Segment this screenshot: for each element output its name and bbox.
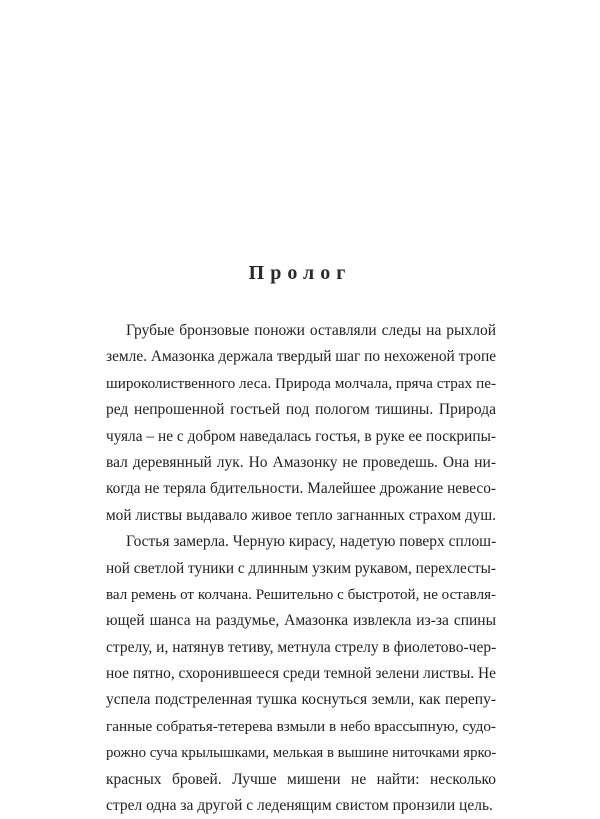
body-text	[106, 318, 496, 819]
text-line: чуяла – не с добром наведалась гостья, в руке ее поскрипы-	[106, 427, 496, 445]
text-line: ное пятно, схоронившееся среди темной зелени листвы. Не	[106, 665, 496, 683]
text-line: ред непрошенной гостьей под пологом тишины. Природа	[106, 401, 496, 419]
text-line: ющей шанса на раздумье, Амазонка извлекла из-за спины	[106, 612, 496, 630]
text-line: когда не теряла бдительности. Малейшее дрожание невесо-	[106, 480, 496, 498]
text-line: вал ремень от колчана. Решительно с быстротой, не оставля-	[106, 586, 496, 603]
text-line: мой листвы выдавало живое тепло загнанных страхом душ.	[106, 506, 496, 524]
text-line: ганные собратья-тетерева взмыли в небо врассыпную, судо-	[106, 717, 496, 735]
text-line: вал деревянный лук. Но Амазонку не проведешь. Она ни-	[106, 453, 496, 471]
text-line: Грубые бронзовые поножи оставляли следы на рыхлой	[126, 322, 496, 339]
text-line: широколиственного леса. Природа молчала, пряча страх пе-	[106, 374, 496, 392]
text-line: стрел одна за другой с леденящим свистом пронзили цель.	[106, 797, 493, 815]
text-line: стрелу, и, натянув тетиву, метнула стрелу в фиолетово-чер-	[106, 638, 497, 656]
text-line: рожно суча крылышками, мелькая в вышине ниточками ярко-	[106, 745, 497, 762]
text-line: красных бровей. Лучше мишени не найти: несколько	[106, 770, 496, 788]
text-line: успела подстреленная тушка коснуться земли, как перепу-	[106, 691, 496, 709]
text-line: ной светлой туники с длинным узким рукавом, перехлесты-	[106, 559, 496, 577]
chapter-title: Пролог	[248, 262, 352, 284]
text-line: земле. Амазонка держала твердый шаг по нехоженой тропе	[106, 348, 497, 366]
text-line: Гостья замерла. Черную кирасу, надетую поверх сплош-	[126, 533, 497, 551]
